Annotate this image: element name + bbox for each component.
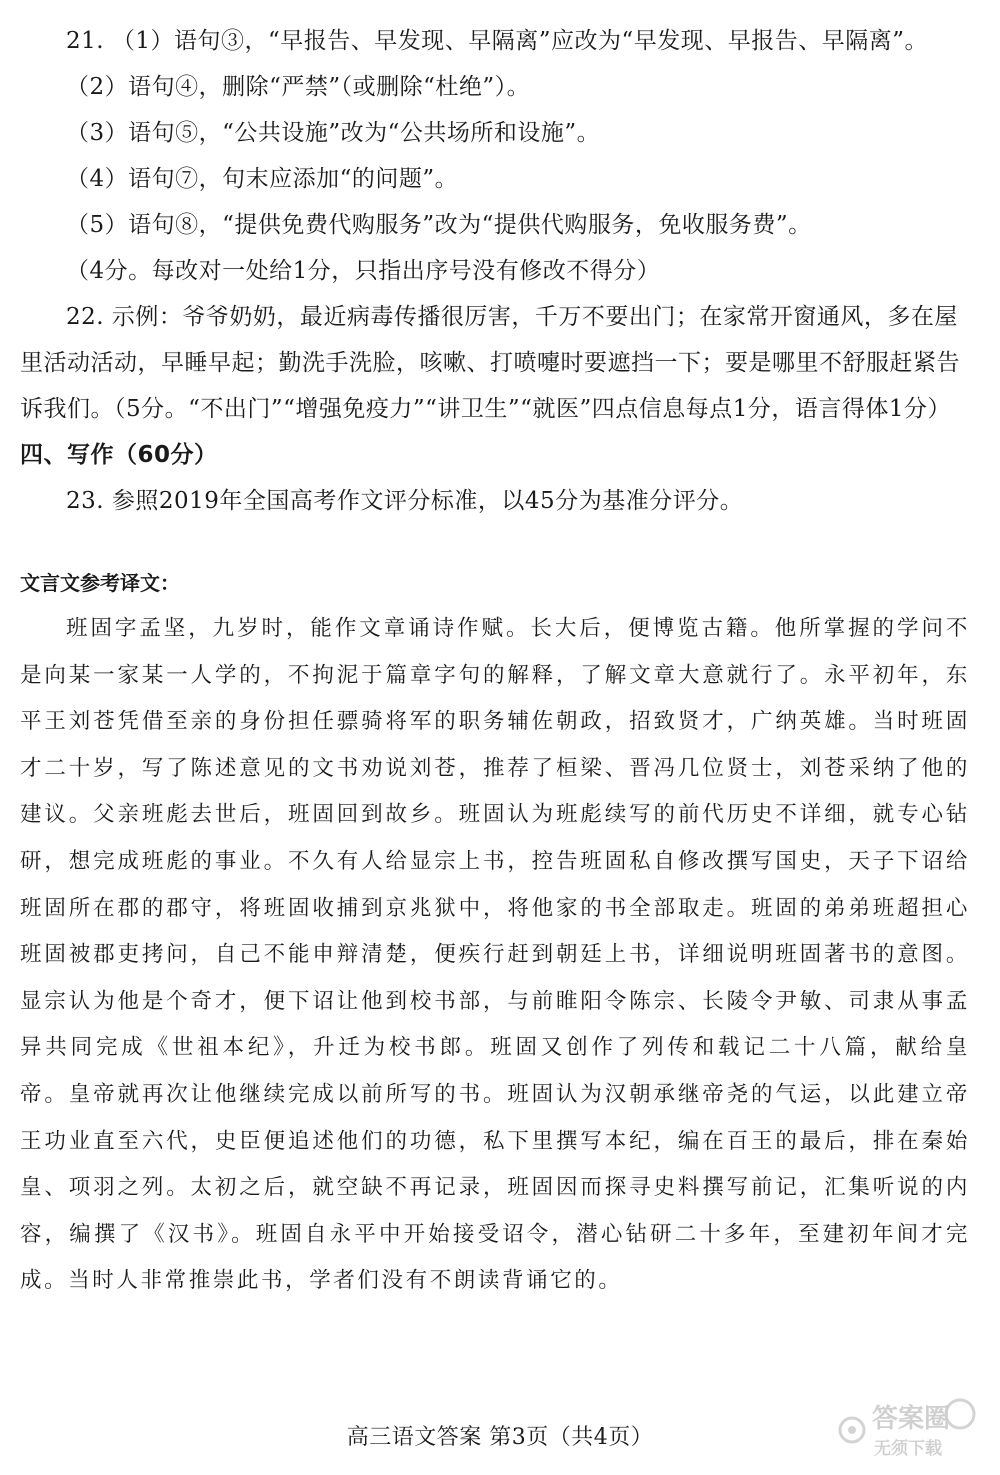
section4-title: 四、写作（60分） (20, 442, 218, 468)
q21-line4: （4）语句⑦，句末应添加“的问题”。 (66, 166, 459, 192)
answer-page (20, 18, 970, 1305)
watermark-main-text: 答案圈 (872, 1404, 951, 1434)
q21-line3: （3）语句⑤，“公共设施”改为“公共场所和设施”。 (66, 120, 601, 146)
translation-section (20, 560, 970, 1305)
watermark-sub-text: 无须下载 (874, 1439, 942, 1459)
spacer (20, 524, 970, 560)
q21-line6: （4分。每改对一处给1分，只指出序号没有修改不得分） (66, 258, 661, 284)
q21-line2: （2）语句④，删除“严禁”（或删除“杜绝”）。 (66, 74, 531, 100)
q22-text: 22. 示例：爷爷奶奶，最近病毒传播很厉害，千万不要出门；在家常开窗通风，多在屋里活动活动，早睡早起；勤洗手洗脸，咳嗽、打喷嚏时要遮挡一下；要是哪里不舒服赶紧告诉我们。（5分。“不出门”“增强免疫力”“讲卫生”“就医”四点信息每点1分，语言得体1分） (20, 304, 960, 422)
watermark-logo (832, 1392, 982, 1462)
translation-body: 班固字孟坚，九岁时，能作文章诵诗作赋。长大后，便博览古籍。他所掌握的学问不是向某一家某一人学的，不拘泥于篇章字句的解释，了解文章大意就行了。永平初年，东平王刘苍凭借至亲的身份担任骠骑将军的职务辅佐朝政，招致贤才，广纳英雄。当时班固才二十岁，写了陈述意见的文书劝说刘苍，推荐了桓梁、晋冯几位贤士，刘苍采纳了他的建议。父亲班彪去世后，班固回到故乡。班固认为班彪续写的前代历史不详细，就专心钻研，想完成班彪的事业。不久有人给显宗上书，控告班固私自修改撰写国史，天子下诏给班固所在郡的郡守，将班固收捕到京兆狱中，将他家的书全部取走。班固的弟弟班超担心班固被郡吏拷问，自己不能申辩清楚，便疾行赶到朝廷上书，详细说明班固著书的意图。显宗认为他是个奇才，便下诏让他到校书部，与前睢阳令陈宗、长陵令尹敏、司隶从事孟异共同完成《世祖本纪》，升迁为校书郎。班固又创作了列传和载记二十八篇，献给皇帝。皇帝就再次让他继续完成以前所写的书。班固认为汉朝承继帝尧的气运，以此建立帝王功业直至六代，史臣便追述他们的功德，私下里撰写本纪，编在百王的最后，排在秦始皇、项羽之列。太初之后，就空缺不再记录，班固因而探寻史料撰写前记，汇集听说的内容，编撰了《汉书》。班固自永平中开始接受诏令，潜心钻研二十多年，至建初年间才完成。当时人非常推崇此书，学者们没有不朗读背诵它的。 (20, 616, 970, 1294)
translation-heading: 文言文参考译文： (20, 571, 180, 595)
q21-line5: （5）语句⑧，“提供免费代购服务”改为“提供代购服务，免收服务费”。 (66, 212, 812, 238)
answers-section (20, 18, 970, 524)
page-footer: 高三语文答案 第3页（共4页） (346, 1425, 654, 1450)
q23-text: 23. 参照2019年全国高考作文评分标准，以45分为基准分评分。 (66, 488, 744, 514)
q21-line1: 21. （1）语句③，“早报告、早发现、早隔离”应改为“早发现、早报告、早隔离”。 (66, 28, 929, 54)
